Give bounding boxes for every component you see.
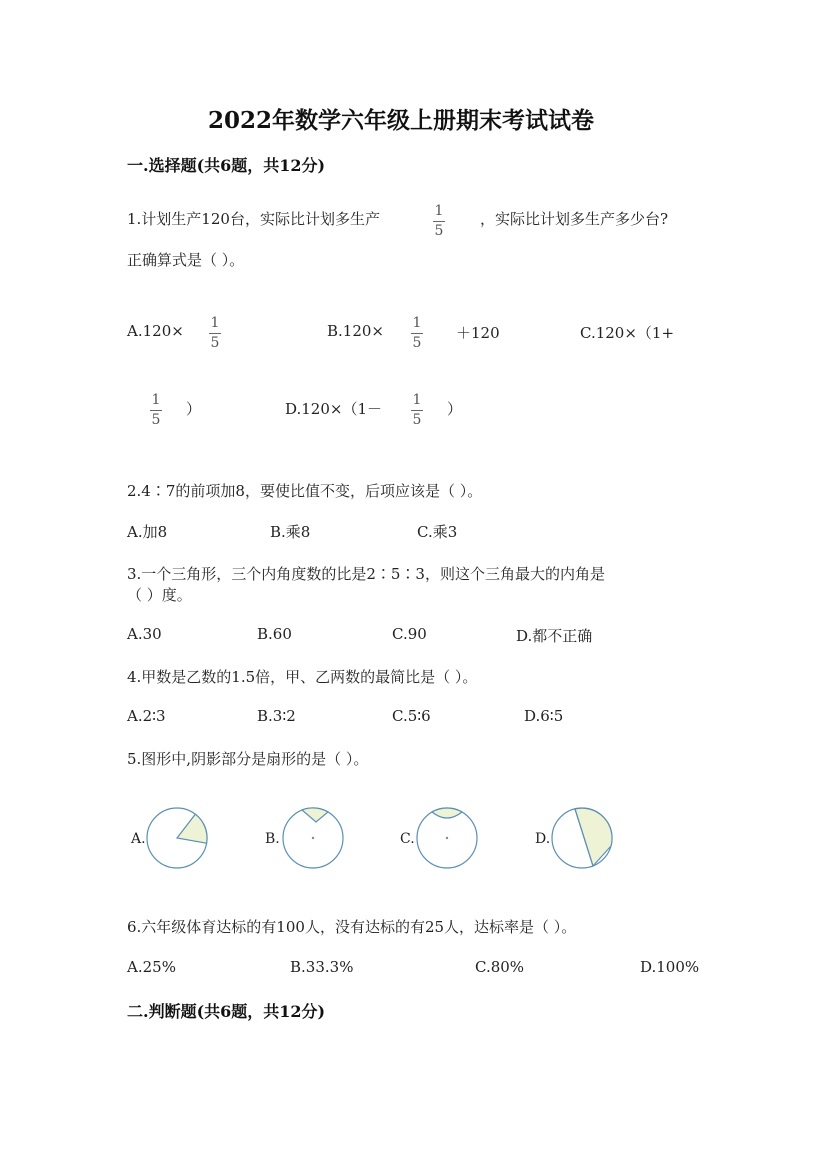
fraction-denominator: 5 [412,335,422,351]
question-2-option-a: A.加8 [127,523,168,541]
question-1-option-c: C.120×（1+ [580,324,675,342]
fraction-one-fifth [410,392,424,429]
question-1-stem-line2: 正确算式是（ ）。 [127,251,245,269]
question-4-option-b: B.3∶2 [257,707,296,725]
figure-b-label: B. [265,831,280,847]
question-1-option-d-suffix: ） [447,400,463,418]
question-3-option-c: C.90 [392,625,427,643]
question-3-option-b: B.60 [257,625,292,643]
question-4-option-d: D.6∶5 [524,707,564,725]
question-3-stem-line1: 3.一个三角形，三个内角度数的比是2∶5∶3，则这个三角最大的内角是 [127,565,605,583]
question-4-option-a: A.2∶3 [127,707,166,725]
figure-c-label: C. [400,831,415,847]
question-1-stem-part1: 1.计划生产120台，实际比计划多生产 [127,210,380,228]
fraction-numerator: 1 [412,315,422,331]
fraction-numerator: 1 [412,392,422,408]
fraction-denominator: 5 [412,412,422,428]
fraction-numerator: 1 [210,315,220,331]
fraction-denominator: 5 [210,335,220,351]
question-2-stem: 2.4∶7的前项加8，要使比值不变，后项应该是（ ）。 [127,482,483,500]
fraction-numerator: 1 [434,203,444,219]
page-title: 2022年数学六年级上册期末考试试卷 [208,107,595,134]
figure-b-circle-cutout [276,800,356,880]
fraction-numerator: 1 [151,392,161,408]
figure-d-circle-segment [545,800,625,880]
fraction-one-fifth [410,315,424,352]
question-3-stem-line2: （ ）度。 [127,586,192,604]
fraction-bar [209,333,221,334]
fraction-denominator: 5 [151,412,161,428]
section-heading-choice: 一.选择题(共6题，共12分) [127,156,326,175]
question-6-option-c: C.80% [475,958,525,976]
fraction-one-fifth [432,203,446,240]
question-1-option-c-suffix: ） [186,400,202,418]
question-1-option-a: A.120× [127,322,184,340]
question-3-option-a: A.30 [127,625,162,643]
fraction-bar [411,333,423,334]
fraction-one-fifth [149,392,163,429]
figure-d-label: D. [535,831,551,847]
question-5-stem: 5.图形中,阴影部分是扇形的是（ ）。 [127,750,369,768]
fraction-denominator: 5 [434,223,444,239]
question-1-stem-part2: ，实际比计划多生产多少台? [480,210,669,228]
question-1-option-b: B.120× [327,322,384,340]
question-3-option-d: D.都不正确 [516,627,593,645]
question-1-option-b-suffix: ＋120 [456,324,500,342]
fraction-one-fifth [208,315,222,352]
figure-a-circle-sector [140,800,220,880]
question-4-stem: 4.甲数是乙数的1.5倍，甲、乙两数的最简比是（ ）。 [127,668,478,686]
fraction-bar [433,221,445,222]
question-1-option-d: D.120×（1－ [285,400,383,418]
fraction-bar [411,410,423,411]
question-6-stem: 6.六年级体育达标的有100人，没有达标的有25人，达标率是（ ）。 [127,918,577,936]
question-2-option-b: B.乘8 [270,523,311,541]
question-6-option-a: A.25% [127,958,176,976]
section-heading-judgement: 二.判断题(共6题，共12分) [127,1002,326,1021]
question-4-option-c: C.5∶6 [392,707,431,725]
fraction-bar [150,410,162,411]
figure-c-circle-arc [410,800,490,880]
figure-a-label: A. [131,831,146,847]
question-2-option-c: C.乘3 [417,523,458,541]
question-6-option-b: B.33.3% [290,958,354,976]
question-6-option-d: D.100% [640,958,700,976]
